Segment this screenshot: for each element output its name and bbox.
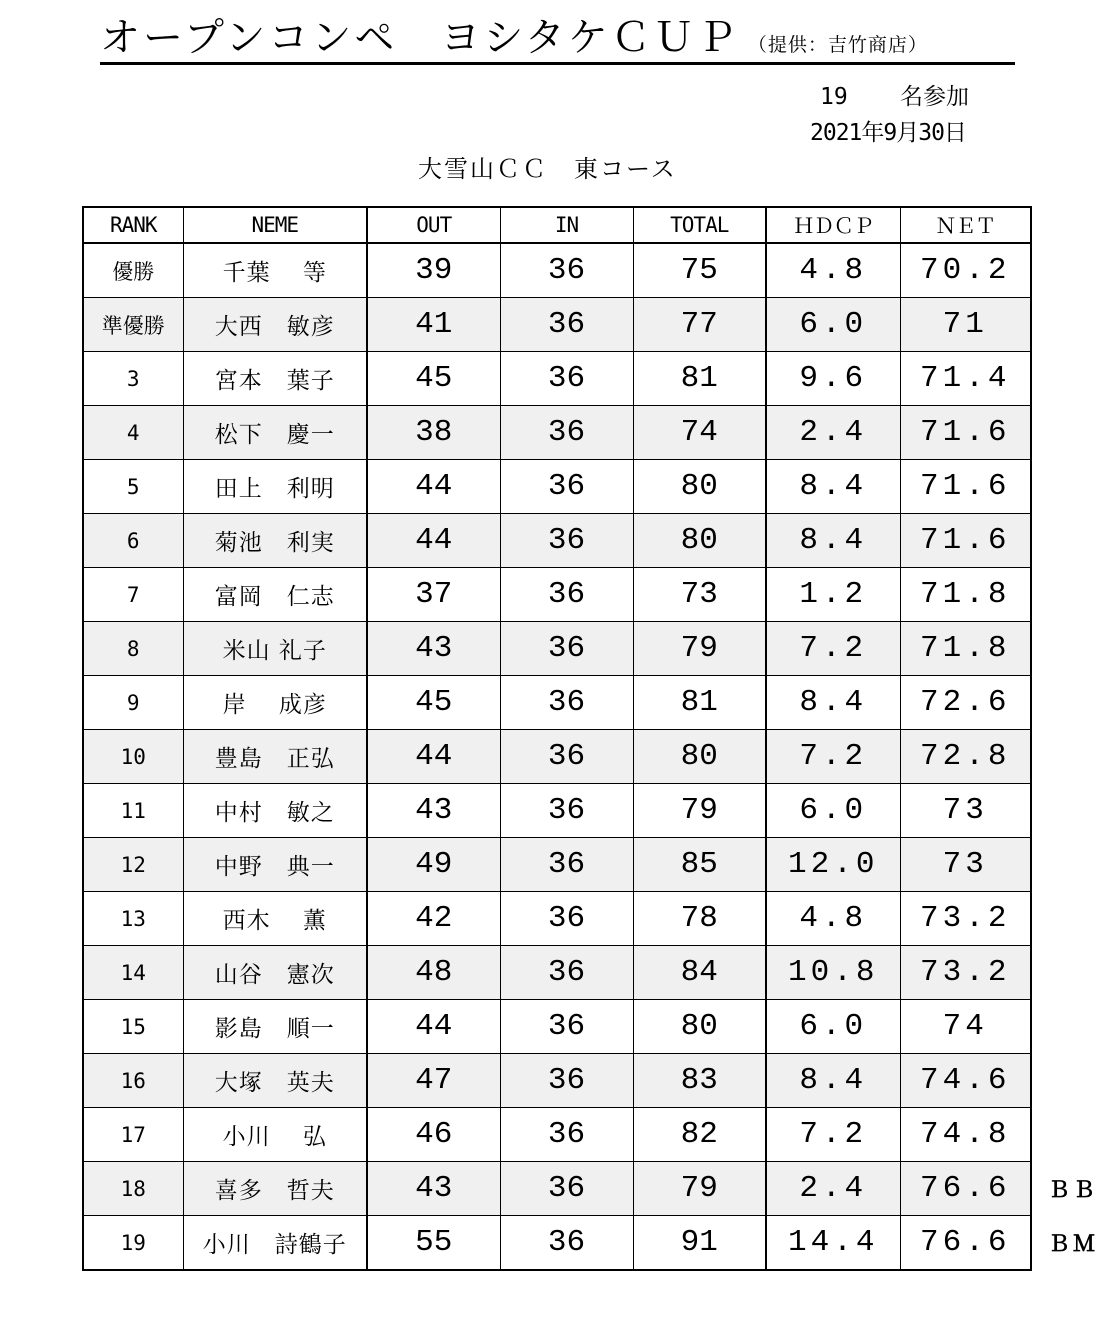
table-row	[83, 1108, 1031, 1162]
award-note: ＢＢ	[1048, 1178, 1099, 1203]
out-score-cell: 39	[367, 243, 500, 298]
out-score-cell: 38	[367, 406, 500, 460]
table-row	[83, 568, 1031, 622]
in-score-cell: 36	[500, 730, 633, 784]
table-row	[83, 622, 1031, 676]
name-cell: 中村 敏之	[183, 784, 367, 838]
in-score-cell: 36	[500, 1054, 633, 1108]
net-score-cell: 73.2	[900, 946, 1031, 1000]
handicap-cell: 8.4	[766, 1054, 900, 1108]
header-row	[83, 207, 1031, 243]
total-score-cell: 80	[633, 730, 766, 784]
total-score-cell: 73	[633, 568, 766, 622]
in-score-cell: 36	[500, 514, 633, 568]
name-cell: 米山 礼子	[183, 622, 367, 676]
table-row	[83, 406, 1031, 460]
name-cell: 菊池 利実	[183, 514, 367, 568]
name-cell: 小川 弘	[183, 1108, 367, 1162]
col-name-header: NEME	[183, 207, 367, 243]
in-score-cell: 36	[500, 568, 633, 622]
handicap-cell: 6.0	[766, 784, 900, 838]
net-score-cell: 76.6	[900, 1162, 1031, 1216]
net-score-cell: 74	[900, 1000, 1031, 1054]
col-in-header: IN	[500, 207, 633, 243]
handicap-cell: 2.4	[766, 1162, 900, 1216]
handicap-cell: 8.4	[766, 514, 900, 568]
out-score-cell: 48	[367, 946, 500, 1000]
name-cell: 富岡 仁志	[183, 568, 367, 622]
out-score-cell: 46	[367, 1108, 500, 1162]
participant-count: 19	[820, 84, 848, 110]
rank-cell: 18	[83, 1162, 183, 1216]
rank-cell: 7	[83, 568, 183, 622]
out-score-cell: 43	[367, 622, 500, 676]
in-score-cell: 36	[500, 838, 633, 892]
rank-cell: 6	[83, 514, 183, 568]
total-score-cell: 80	[633, 1000, 766, 1054]
handicap-cell: 1.2	[766, 568, 900, 622]
rank-cell: 16	[83, 1054, 183, 1108]
rank-cell: 15	[83, 1000, 183, 1054]
net-score-cell: 71.6	[900, 514, 1031, 568]
name-cell: 小川 詩鶴子	[183, 1216, 367, 1271]
in-score-cell: 36	[500, 298, 633, 352]
rank-cell: 優勝	[83, 243, 183, 298]
total-score-cell: 91	[633, 1216, 766, 1271]
name-cell: 西木 薫	[183, 892, 367, 946]
table-row	[83, 1162, 1031, 1216]
out-score-cell: 44	[367, 514, 500, 568]
rank-cell: 12	[83, 838, 183, 892]
in-score-cell: 36	[500, 1000, 633, 1054]
in-score-cell: 36	[500, 1216, 633, 1271]
out-score-cell: 44	[367, 730, 500, 784]
in-score-cell: 36	[500, 892, 633, 946]
handicap-cell: 8.4	[766, 676, 900, 730]
name-cell: 松下 慶一	[183, 406, 367, 460]
handicap-cell: 6.0	[766, 1000, 900, 1054]
out-score-cell: 41	[367, 298, 500, 352]
participant-label: 名参加	[900, 84, 969, 110]
table-row	[83, 243, 1031, 298]
handicap-cell: 14.4	[766, 1216, 900, 1271]
table-row	[83, 298, 1031, 352]
table-row	[83, 730, 1031, 784]
rank-cell: 19	[83, 1216, 183, 1271]
rank-cell: 準優勝	[83, 298, 183, 352]
net-score-cell: 73	[900, 838, 1031, 892]
net-score-cell: 71.6	[900, 406, 1031, 460]
handicap-cell: 7.2	[766, 622, 900, 676]
in-score-cell: 36	[500, 676, 633, 730]
total-score-cell: 82	[633, 1108, 766, 1162]
table-row	[83, 676, 1031, 730]
in-score-cell: 36	[500, 460, 633, 514]
document-title	[100, 14, 1015, 65]
competition-title: オープンコンペ ヨシタケＣＵＰ	[100, 15, 740, 61]
out-score-cell: 45	[367, 676, 500, 730]
net-score-cell: 71.8	[900, 622, 1031, 676]
sponsor-note: （提供：吉竹商店）	[747, 34, 928, 56]
out-score-cell: 47	[367, 1054, 500, 1108]
in-score-cell: 36	[500, 352, 633, 406]
total-score-cell: 79	[633, 1162, 766, 1216]
table-row	[83, 460, 1031, 514]
name-cell: 影島 順一	[183, 1000, 367, 1054]
rank-cell: 14	[83, 946, 183, 1000]
rank-cell: 13	[83, 892, 183, 946]
name-cell: 大塚 英夫	[183, 1054, 367, 1108]
table-row	[83, 946, 1031, 1000]
table-row	[83, 1216, 1031, 1271]
handicap-cell: 7.2	[766, 730, 900, 784]
col-net-header: ＮＥＴ	[900, 207, 1031, 243]
course-name: 大雪山ＣＣ 東コース	[418, 155, 677, 183]
name-cell: 山谷 憲次	[183, 946, 367, 1000]
table-row	[83, 838, 1031, 892]
in-score-cell: 36	[500, 622, 633, 676]
rank-cell: 8	[83, 622, 183, 676]
name-cell: 岸 成彦	[183, 676, 367, 730]
handicap-cell: 12.0	[766, 838, 900, 892]
name-cell: 大西 敏彦	[183, 298, 367, 352]
rank-cell: 9	[83, 676, 183, 730]
total-score-cell: 78	[633, 892, 766, 946]
handicap-cell: 7.2	[766, 1108, 900, 1162]
name-cell: 田上 利明	[183, 460, 367, 514]
net-score-cell: 73	[900, 784, 1031, 838]
handicap-cell: 4.8	[766, 892, 900, 946]
name-cell: 千葉 等	[183, 243, 367, 298]
name-cell: 宮本 葉子	[183, 352, 367, 406]
table-row	[83, 784, 1031, 838]
table-row	[83, 892, 1031, 946]
name-cell: 豊島 正弘	[183, 730, 367, 784]
handicap-cell: 9.6	[766, 352, 900, 406]
results-table	[82, 206, 1032, 1271]
table-row	[83, 1000, 1031, 1054]
in-score-cell: 36	[500, 946, 633, 1000]
total-score-cell: 74	[633, 406, 766, 460]
out-score-cell: 42	[367, 892, 500, 946]
name-cell: 中野 典一	[183, 838, 367, 892]
handicap-cell: 2.4	[766, 406, 900, 460]
handicap-cell: 6.0	[766, 298, 900, 352]
total-score-cell: 85	[633, 838, 766, 892]
net-score-cell: 76.6	[900, 1216, 1031, 1271]
rank-cell: 17	[83, 1108, 183, 1162]
name-cell: 喜多 哲夫	[183, 1162, 367, 1216]
out-score-cell: 37	[367, 568, 500, 622]
handicap-cell: 4.8	[766, 243, 900, 298]
table-row	[83, 514, 1031, 568]
net-score-cell: 72.6	[900, 676, 1031, 730]
total-score-cell: 83	[633, 1054, 766, 1108]
total-score-cell: 80	[633, 460, 766, 514]
net-score-cell: 70.2	[900, 243, 1031, 298]
total-score-cell: 84	[633, 946, 766, 1000]
total-score-cell: 77	[633, 298, 766, 352]
in-score-cell: 36	[500, 784, 633, 838]
out-score-cell: 55	[367, 1216, 500, 1271]
total-score-cell: 79	[633, 784, 766, 838]
net-score-cell: 73.2	[900, 892, 1031, 946]
event-date: 2021年9月30日	[810, 120, 966, 146]
rank-cell: 5	[83, 460, 183, 514]
net-score-cell: 74.8	[900, 1108, 1031, 1162]
total-score-cell: 75	[633, 243, 766, 298]
col-rank-header: RANK	[83, 207, 183, 243]
handicap-cell: 10.8	[766, 946, 900, 1000]
rank-cell: 11	[83, 784, 183, 838]
participant-count-line	[820, 78, 969, 111]
handicap-cell: 8.4	[766, 460, 900, 514]
out-score-cell: 44	[367, 1000, 500, 1054]
award-note: ＢＭ	[1048, 1232, 1099, 1257]
net-score-cell: 71.4	[900, 352, 1031, 406]
out-score-cell: 45	[367, 352, 500, 406]
total-score-cell: 81	[633, 352, 766, 406]
net-score-cell: 74.6	[900, 1054, 1031, 1108]
table-row	[83, 352, 1031, 406]
col-out-header: OUT	[367, 207, 500, 243]
rank-cell: 10	[83, 730, 183, 784]
total-score-cell: 80	[633, 514, 766, 568]
out-score-cell: 43	[367, 784, 500, 838]
net-score-cell: 71.6	[900, 460, 1031, 514]
rank-cell: 4	[83, 406, 183, 460]
out-score-cell: 43	[367, 1162, 500, 1216]
in-score-cell: 36	[500, 243, 633, 298]
col-total-header: TOTAL	[633, 207, 766, 243]
rank-cell: 3	[83, 352, 183, 406]
net-score-cell: 71.8	[900, 568, 1031, 622]
total-score-cell: 81	[633, 676, 766, 730]
net-score-cell: 71	[900, 298, 1031, 352]
in-score-cell: 36	[500, 1108, 633, 1162]
table-row	[83, 1054, 1031, 1108]
col-hdcp-header: ＨＤＣＰ	[766, 207, 900, 243]
out-score-cell: 49	[367, 838, 500, 892]
in-score-cell: 36	[500, 1162, 633, 1216]
total-score-cell: 79	[633, 622, 766, 676]
in-score-cell: 36	[500, 406, 633, 460]
net-score-cell: 72.8	[900, 730, 1031, 784]
out-score-cell: 44	[367, 460, 500, 514]
